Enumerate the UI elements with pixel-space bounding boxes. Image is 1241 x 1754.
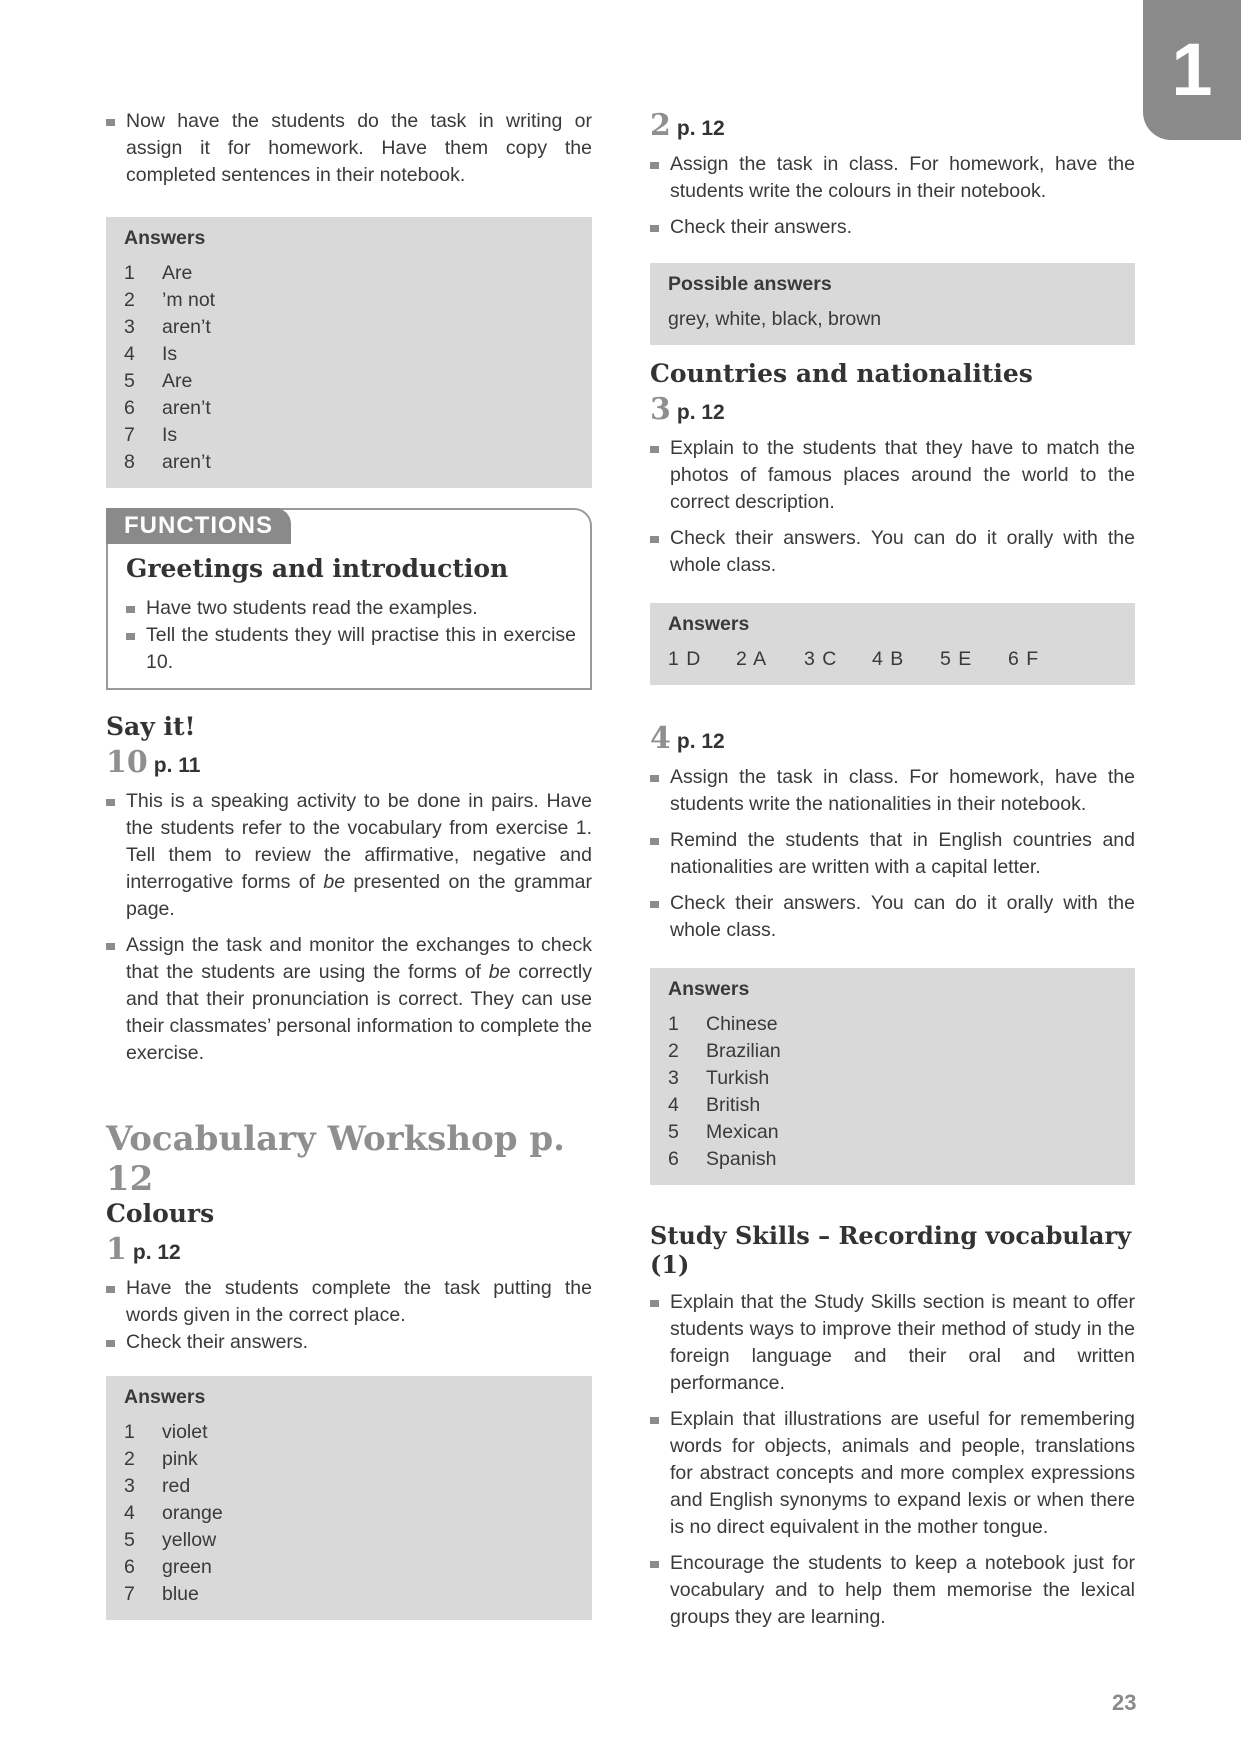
answer-row: 2 pink (124, 1448, 198, 1470)
exercise-page: p. 12 (132, 1241, 181, 1264)
say-it-bullet-2: Assign the task and monitor the exchanges to check that the students are using the forms of be correctly and that their pronunciation is correct. They can use their classmates’ personal information to complete the exercise. (106, 932, 592, 1067)
answer-row: 5 yellow (124, 1529, 217, 1551)
answers-box-countries (650, 603, 1135, 685)
answer-item: 6 F (1008, 648, 1040, 670)
answer-item: 1 D (668, 648, 702, 670)
answers-box-colours (106, 1376, 592, 1620)
answer-row: 2 ’m not (124, 289, 216, 311)
exercise-page: p. 12 (676, 401, 725, 424)
unit-number-tab: 1 (1143, 0, 1241, 140)
answers-box-nationalities (650, 968, 1135, 1185)
answers-title: Answers (124, 227, 206, 249)
exercise-2-header (650, 108, 1135, 143)
answer-row: 6 Spanish (668, 1148, 777, 1170)
answer-row: 5 Mexican (668, 1121, 779, 1143)
exercise-3-header (650, 392, 1135, 427)
answer-row: 8 aren’t (124, 451, 211, 473)
exercise-number: 2 (650, 108, 671, 143)
answer-row: 7 blue (124, 1583, 199, 1605)
left-column (106, 108, 592, 1620)
exercise-page: p. 11 (153, 754, 201, 777)
exercise-4-header (650, 721, 1135, 756)
colours-heading: Colours (106, 1199, 215, 1228)
answer-row: 3 aren’t (124, 316, 211, 338)
answer-item: 4 B (872, 648, 905, 670)
answers-title: Possible answers (668, 273, 832, 295)
answers-title: Answers (124, 1386, 206, 1408)
exercise-page: p. 12 (676, 117, 725, 140)
exercise-number: 10 (106, 745, 148, 780)
exercise-number: 3 (650, 392, 671, 427)
answer-row: 5 Are (124, 370, 193, 392)
answer-row: 1 Are (124, 262, 193, 284)
say-it-heading: Say it! (106, 712, 196, 741)
say-it-bullet-1: This is a speaking activity to be done in pairs. Have the students refer to the vocabulary from exercise 1. Tell them to review the affirmative, negative and interrogative forms of be presented on the grammar page. (106, 788, 592, 923)
right-column (650, 108, 1135, 1640)
exercise-number: 1 (106, 1232, 127, 1267)
answers-title: Answers (668, 978, 750, 1000)
ex4-bullet: Check their answers. You can do it orally with the whole class. (650, 890, 1135, 944)
answer-row: 4 orange (124, 1502, 223, 1524)
answer-item: 3 C (804, 648, 838, 670)
answer-item: 5 E (940, 648, 973, 670)
study-bullet: Explain that the Study Skills section is meant to offer students ways to improve their method of study in the foreign language and their oral and written performance. (650, 1289, 1135, 1397)
exercise-page: p. 12 (676, 730, 725, 753)
intro-bullet: Now have the students do the task in writing or assign it for homework. Have them copy the completed sentences in their notebook. (106, 108, 592, 189)
ex4-bullet: Remind the students that in English countries and nationalities are written with a capital letter. (650, 827, 1135, 881)
answer-row: 6 aren’t (124, 397, 211, 419)
functions-tab: FUNCTIONS (106, 508, 291, 544)
study-bullet: Encourage the students to keep a notebook just for vocabulary and to help them memorise the lexical groups they are learning. (650, 1550, 1135, 1631)
study-skills-heading: Study Skills – Recording vocabulary (1) (650, 1221, 1132, 1279)
possible-answers-text: grey, white, black, brown (668, 308, 882, 330)
vocabulary-workshop-heading: Vocabulary Workshop p. 12 (106, 1119, 565, 1199)
answer-row: 3 Turkish (668, 1067, 770, 1089)
functions-bullet: Have two students read the examples. (126, 595, 576, 622)
exercise-10-header (106, 745, 592, 780)
functions-box (106, 508, 592, 690)
answers-title: Answers (668, 613, 750, 635)
countries-heading: Countries and nationalities (650, 359, 1033, 388)
countries-bullet: Explain to the students that they have to match the photos of famous places around the world to the correct description. (650, 435, 1135, 516)
answer-row: 3 red (124, 1475, 191, 1497)
ex2-bullet: Assign the task in class. For homework, have the students write the colours in their notebook. (650, 151, 1135, 205)
page-number: 23 (1112, 1690, 1137, 1715)
colours-bullet: Check their answers. (106, 1329, 592, 1356)
answers-box-1 (106, 217, 592, 488)
ex2-bullet: Check their answers. (650, 214, 1135, 241)
study-bullet: Explain that illustrations are useful for remembering words for objects, animals and people, translations for abstract concepts and more complex expressions and English synonyms to expand lexis or when there is no direct equivalent in the mother tongue. (650, 1406, 1135, 1541)
exercise-1-header (106, 1232, 592, 1267)
answer-row: 1 Chinese (668, 1013, 778, 1035)
answer-row: 4 Is (124, 343, 178, 365)
exercise-number: 4 (650, 721, 671, 756)
colours-bullet: Have the students complete the task putting the words given in the correct place. (106, 1275, 592, 1329)
countries-bullet: Check their answers. You can do it orally with the whole class. (650, 525, 1135, 579)
answer-row: 6 green (124, 1556, 212, 1578)
ex4-bullet: Assign the task in class. For homework, have the students write the nationalities in their notebook. (650, 764, 1135, 818)
answer-row: 4 British (668, 1094, 761, 1116)
answer-row: 2 Brazilian (668, 1040, 781, 1062)
answer-row: 7 Is (124, 424, 178, 446)
answer-row: 1 violet (124, 1421, 208, 1443)
answers-grid (668, 646, 1117, 673)
answer-item: 2 A (736, 648, 768, 670)
functions-bullet: Tell the students they will practise this in exercise 10. (126, 622, 576, 676)
possible-answers-box (650, 263, 1135, 345)
functions-heading: Greetings and introduction (126, 554, 509, 583)
